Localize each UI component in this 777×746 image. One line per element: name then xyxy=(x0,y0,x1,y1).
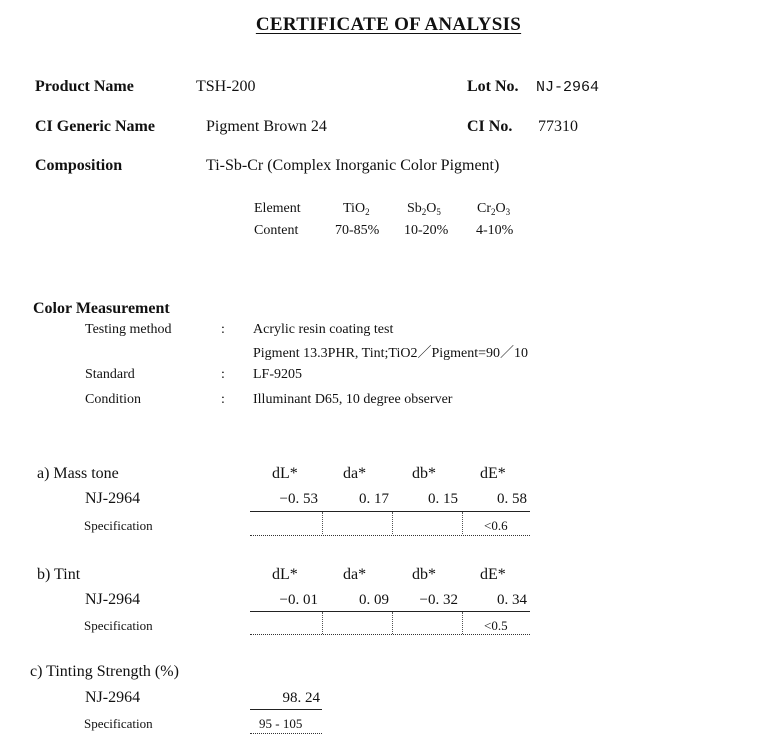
table-divider xyxy=(322,612,323,634)
composition-label: Composition xyxy=(35,157,123,174)
ci-generic-name-value: Pigment Brown 24 xyxy=(206,118,327,135)
element-row-label: Element xyxy=(254,201,301,216)
content-sb2o5: 10-20% xyxy=(404,223,449,238)
product-name-label: Product Name xyxy=(35,78,134,95)
tint-spec-rule xyxy=(250,634,530,635)
mass-tone-header-de: dE* xyxy=(480,465,506,482)
colon: : xyxy=(221,392,225,407)
colon: : xyxy=(221,322,225,337)
tint-sample-label: NJ-2964 xyxy=(85,591,141,608)
ci-generic-name-label: CI Generic Name xyxy=(35,118,155,135)
tint-header-da: da* xyxy=(343,566,367,583)
testing-method-detail: Pigment 13.3PHR, Tint;TiO2／Pigment=90／10 xyxy=(253,346,529,361)
tinting-strength-heading: c) Tinting Strength (%) xyxy=(30,663,179,680)
table-divider xyxy=(462,512,463,534)
tinting-strength-spec-rule xyxy=(250,733,322,734)
table-divider xyxy=(462,612,463,634)
mass-tone-row-rule xyxy=(250,511,530,512)
tinting-strength-rule xyxy=(250,709,322,710)
tint-dl-value: −0. 01 xyxy=(279,592,318,608)
tint-db-value: −0. 32 xyxy=(419,592,458,608)
tint-header-de: dE* xyxy=(480,566,506,583)
lot-no-label: Lot No. xyxy=(467,78,519,95)
tinting-strength-spec-label: Specification xyxy=(84,716,153,731)
condition-label: Condition xyxy=(85,392,142,407)
tinting-strength-spec-value: 95 - 105 xyxy=(259,716,303,731)
mass-tone-header-da: da* xyxy=(343,465,367,482)
condition-value: Illuminant D65, 10 degree observer xyxy=(253,392,453,407)
tint-header-db: db* xyxy=(412,566,436,583)
mass-tone-db-value: 0. 15 xyxy=(428,491,458,507)
standard-label: Standard xyxy=(85,367,135,382)
tint-spec-label: Specification xyxy=(84,618,153,633)
mass-tone-spec-rule xyxy=(250,535,530,536)
tint-spec-value: <0.5 xyxy=(484,618,508,633)
mass-tone-spec-label: Specification xyxy=(84,518,153,533)
tinting-strength-value: 98. 24 xyxy=(282,690,320,706)
tinting-strength-sample-label: NJ-2964 xyxy=(85,689,141,706)
table-divider xyxy=(392,512,393,534)
ci-no-label: CI No. xyxy=(467,118,513,135)
tint-row-rule xyxy=(250,611,530,612)
testing-method-label: Testing method xyxy=(85,322,172,337)
product-name-value: TSH-200 xyxy=(196,78,256,95)
mass-tone-spec-value: <0.6 xyxy=(484,518,508,533)
content-cr2o3: 4-10% xyxy=(476,223,514,238)
document-title: CERTIFICATE OF ANALYSIS xyxy=(255,14,522,35)
colon: : xyxy=(221,367,225,382)
standard-value: LF-9205 xyxy=(253,367,302,382)
tint-header-dl: dL* xyxy=(272,566,298,583)
mass-tone-da-value: 0. 17 xyxy=(359,491,389,507)
tint-heading: b) Tint xyxy=(37,566,81,583)
element-tio2: TiO$_2$ xyxy=(343,201,370,217)
element-cr2o3: $Cr_2O_3$ xyxy=(477,201,511,217)
mass-tone-heading: a) Mass tone xyxy=(37,465,119,482)
table-divider xyxy=(392,612,393,634)
testing-method-value: Acrylic resin coating test xyxy=(253,322,394,337)
tint-de-value: 0. 34 xyxy=(497,592,527,608)
tint-da-value: 0. 09 xyxy=(359,592,389,608)
color-measurement-heading: Color Measurement xyxy=(33,300,170,317)
element-sb2o5: $Sb_2O_5$ xyxy=(407,201,441,217)
mass-tone-de-value: 0. 58 xyxy=(497,491,527,507)
content-row-label: Content xyxy=(254,223,299,238)
content-tio2: 70-85% xyxy=(335,223,380,238)
mass-tone-header-db: db* xyxy=(412,465,436,482)
mass-tone-sample-label: NJ-2964 xyxy=(85,490,141,507)
mass-tone-header-dl: dL* xyxy=(272,465,298,482)
mass-tone-dl-value: −0. 53 xyxy=(279,491,318,507)
table-divider xyxy=(322,512,323,534)
lot-no-value: NJ-2964 xyxy=(536,79,600,96)
composition-value: Ti-Sb-Cr (Complex Inorganic Color Pigment) xyxy=(206,157,500,174)
ci-no-value: 77310 xyxy=(538,118,578,135)
